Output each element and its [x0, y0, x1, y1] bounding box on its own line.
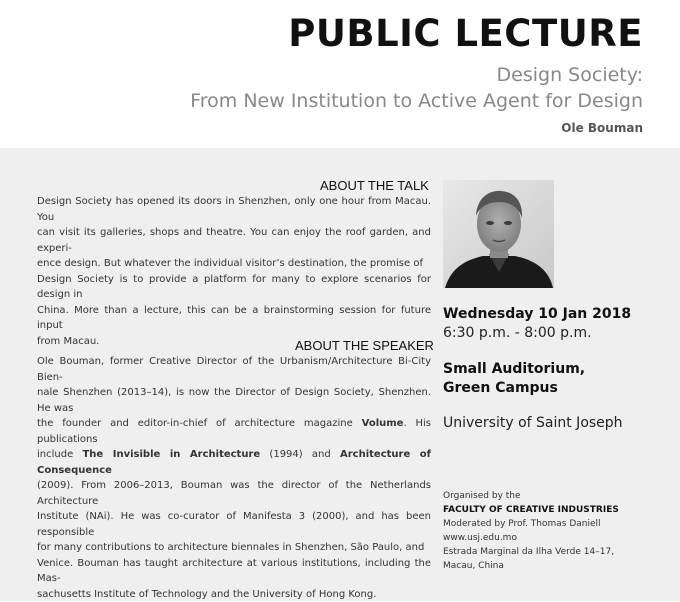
speaker-line: sachusetts Institute of Technology and the University of Hong Kong.	[37, 587, 431, 602]
talk-line: Design Society is to provide a platform for many to explore scenarios for design in	[37, 272, 431, 303]
magazine-title: Volume	[362, 418, 404, 429]
organiser-website: www.usj.edu.mo	[443, 533, 517, 543]
talk-line: from Macau.	[37, 334, 431, 350]
event-university: University of Saint Joseph	[443, 415, 623, 431]
publication-title: The Invisible in Architecture	[82, 449, 260, 460]
organiser-intro: Organised by the	[443, 491, 521, 501]
organiser-moderator: Moderated by Prof. Thomas Daniell	[443, 519, 601, 529]
speaker-text: (1994) and	[260, 449, 340, 460]
organiser-address-line-1: Estrada Marginal da Ilha Verde 14–17,	[443, 547, 614, 557]
header	[0, 0, 680, 148]
author-name: Ole Bouman	[561, 121, 643, 135]
speaker-text: . His publications	[37, 418, 431, 445]
speaker-line: Institute (NAi). He was co-curator of Manifesta 3 (2000), and has been responsible	[37, 509, 431, 540]
organiser-address-line-2: Macau, China	[443, 561, 504, 571]
organiser-faculty: FACULTY OF CREATIVE INDUSTRIES	[443, 505, 619, 515]
speaker-line: Venice. Bouman has taught architecture at various institutions, including the Mas-	[37, 556, 431, 587]
event-time: 6:30 p.m. - 8:00 p.m.	[443, 325, 592, 341]
event-venue-line-2: Green Campus	[443, 380, 558, 396]
about-speaker-heading: ABOUT THE SPEAKER	[295, 338, 434, 353]
speaker-portrait-image	[443, 180, 554, 288]
subtitle-line-2: From New Institution to Active Agent for Design	[190, 90, 643, 112]
speaker-line: for many contributions to architecture biennales in Shenzhen, São Paulo, and	[37, 540, 431, 556]
speaker-text: the founder and editor-in-chief of architecture magazine	[37, 418, 362, 429]
talk-line: China. More than a lecture, this can be a brainstorming session for future input	[37, 303, 431, 334]
speaker-line	[37, 416, 431, 447]
speaker-line: (2009). From 2006–2013, Bouman was the director of the Netherlands Architecture	[37, 478, 431, 509]
speaker-line: Ole Bouman, former Creative Director of the Urbanism/Architecture Bi-City Bien-	[37, 354, 431, 385]
talk-line: can visit its galleries, shops and theatre. You can enjoy the roof garden, and experi-	[37, 225, 431, 256]
about-talk-text	[37, 194, 431, 349]
event-venue-line-1: Small Auditorium,	[443, 361, 585, 377]
speaker-line	[37, 447, 431, 478]
about-speaker-text	[37, 354, 431, 602]
page-title: PUBLIC LECTURE	[288, 12, 643, 55]
event-date: Wednesday 10 Jan 2018	[443, 306, 631, 322]
publication-title: Architecture of Consequence	[37, 449, 431, 476]
talk-line: Design Society has opened its doors in Shenzhen, only one hour from Macau. You	[37, 194, 431, 225]
speaker-photo	[443, 180, 554, 288]
speaker-line: nale Shenzhen (2013–14), is now the Director of Design Society, Shenzhen. He was	[37, 385, 431, 416]
subtitle-line-1: Design Society:	[497, 64, 643, 86]
about-talk-heading: ABOUT THE TALK	[320, 178, 429, 193]
talk-line: ence design. But whatever the individual visitor’s destination, the promise of	[37, 256, 431, 272]
speaker-text: include	[37, 449, 82, 460]
